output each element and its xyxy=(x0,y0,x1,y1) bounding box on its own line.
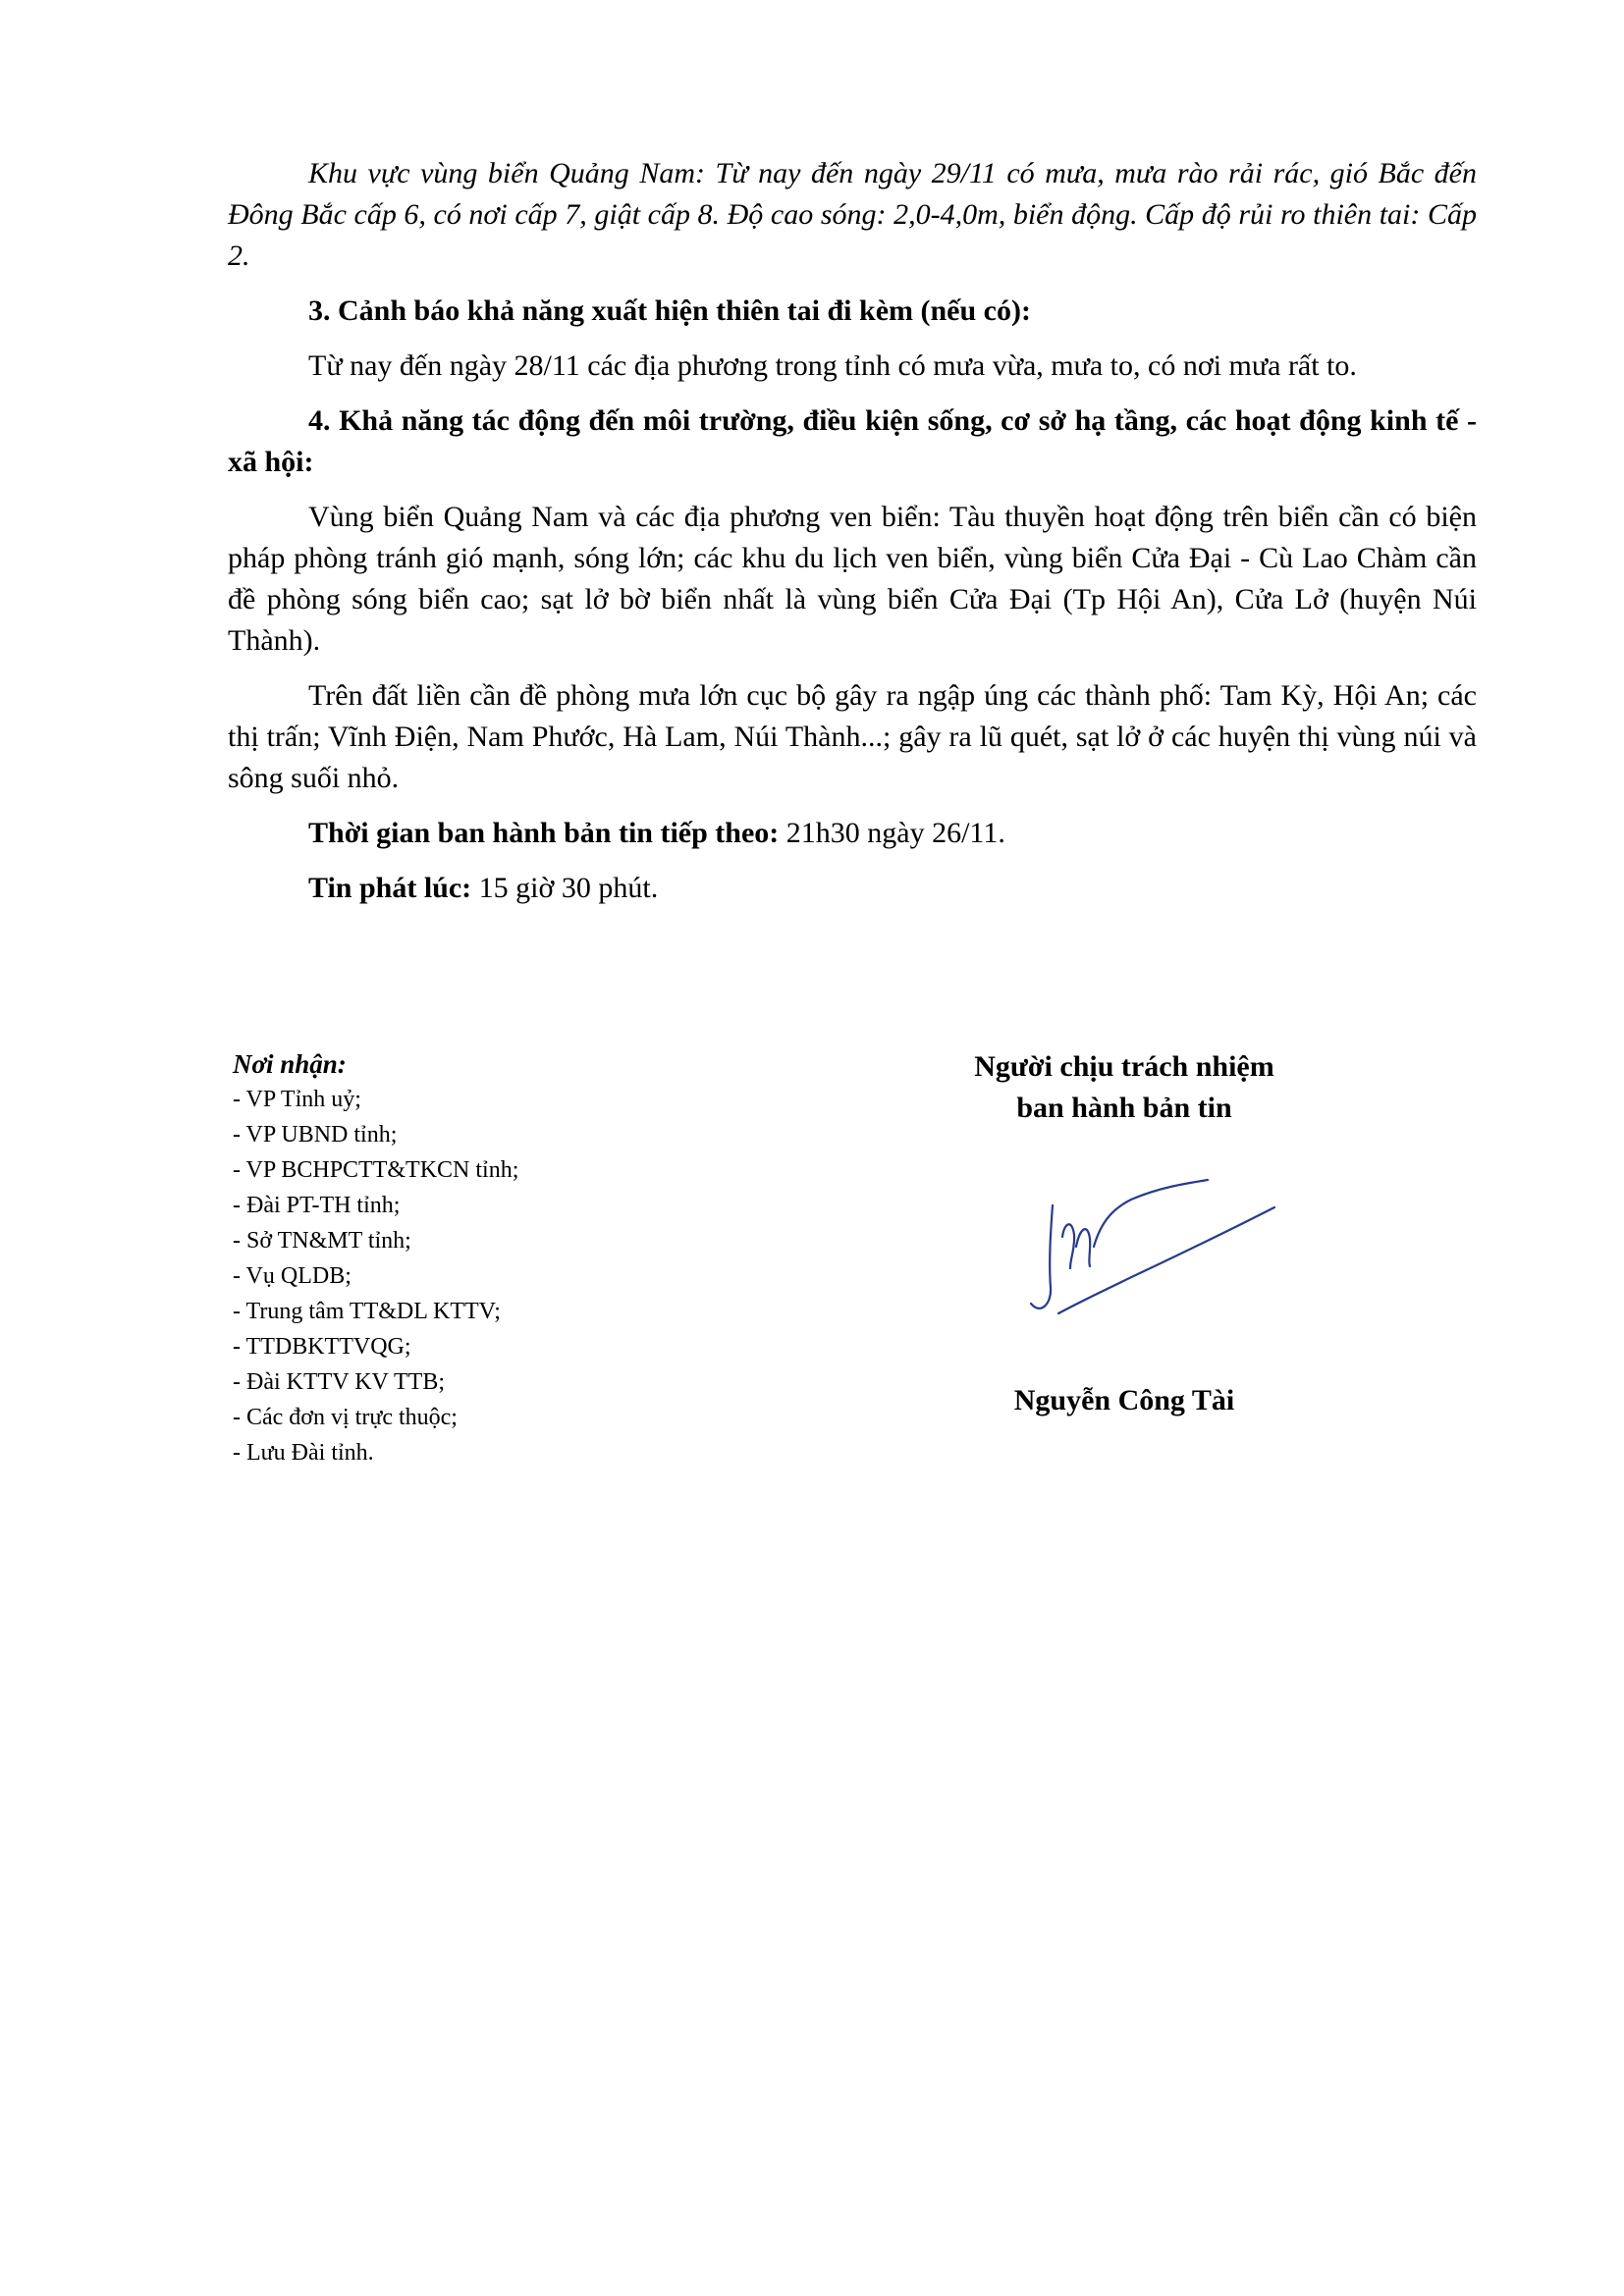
sea-area-forecast: Khu vực vùng biển Quảng Nam: Từ nay đến ngày 29/11 có mưa, mưa rào rải rác, gió Bắc đến Đông Bắc cấp 6, có nơi cấp 7, giật cấp 8. Độ cao sóng: 2,0-4,0m, biển động. Cấp độ rủi ro thiên tai: Cấp 2. xyxy=(228,157,1477,272)
issued-time-value: 15 giờ 30 phút. xyxy=(471,872,659,904)
recipient-item: - Các đơn vị trực thuộc; xyxy=(233,1405,458,1430)
signer-title-block xyxy=(903,1046,1345,1129)
handwritten-signature xyxy=(1021,1178,1276,1325)
recipient-item: - VP UBND tỉnh; xyxy=(233,1122,398,1148)
recipient-item: - VP Tỉnh uỷ; xyxy=(233,1087,361,1112)
recipient-item: - Trung tâm TT&DL KTTV; xyxy=(233,1299,501,1324)
signer-name: Nguyễn Công Tài xyxy=(1013,1384,1235,1416)
recipient-item: - Đài PT-TH tỉnh; xyxy=(233,1193,401,1218)
recipient-item: - Đài KTTV KV TTB; xyxy=(233,1369,445,1395)
recipients-title: Nơi nhận: xyxy=(233,1049,347,1079)
recipient-item: - Sở TN&MT tỉnh; xyxy=(233,1228,411,1254)
recipient-item: - Lưu Đài tỉnh. xyxy=(233,1440,374,1466)
section-3-text: Từ nay đến ngày 28/11 các địa phương trong tỉnh có mưa vừa, mưa to, có nơi mưa rất to. xyxy=(308,349,1357,382)
issued-time-label: Tin phát lúc: xyxy=(308,872,472,904)
recipients-list xyxy=(233,1082,822,1470)
signer-title-line-2: ban hành bản tin xyxy=(1016,1092,1232,1124)
signer-title-line-1: Người chịu trách nhiệm xyxy=(974,1050,1274,1083)
section-3-heading: 3. Cảnh báo khả năng xuất hiện thiên tai đi kèm (nếu có): xyxy=(308,294,1031,327)
recipient-item: - Vụ QLDB; xyxy=(233,1263,352,1289)
next-bulletin-line xyxy=(228,813,1477,854)
section-4-inland-text: Trên đất liền cần đề phòng mưa lớn cục bộ gây ra ngập úng các thành phố: Tam Kỳ, Hội An; các thị trấn; Vĩnh Điện, Nam Phước, Hà Lam, Núi Thành...; gây ra lũ quét, sạt lở ở các huyện thị vùng núi và sông suối nhỏ. xyxy=(228,679,1477,794)
recipient-item: - TTDBKTTVQG; xyxy=(233,1334,411,1360)
section-4-coastal-text: Vùng biển Quảng Nam và các địa phương ven biển: Tàu thuyền hoạt động trên biển cần có biện pháp phòng tránh gió mạnh, sóng lớn; các khu du lịch ven biển, vùng biển Cửa Đại - Cù Lao Chàm cần đề phòng sóng biển cao; sạt lở bờ biển nhất là vùng biển Cửa Đại (Tp Hội An), Cửa Lở (huyện Núi Thành). xyxy=(228,501,1477,657)
recipient-item: - VP BCHPCTT&TKCN tỉnh; xyxy=(233,1157,519,1183)
issued-time-line xyxy=(228,868,1477,909)
next-bulletin-value: 21h30 ngày 26/11. xyxy=(779,817,1005,849)
recipients-block xyxy=(233,1046,822,1470)
section-4-heading: 4. Khả năng tác động đến môi trường, điều kiện sống, cơ sở hạ tầng, các hoạt động kinh tế - xã hội: xyxy=(228,404,1477,478)
next-bulletin-label: Thời gian ban hành bản tin tiếp theo: xyxy=(308,817,780,849)
bulletin-body xyxy=(228,153,1477,923)
